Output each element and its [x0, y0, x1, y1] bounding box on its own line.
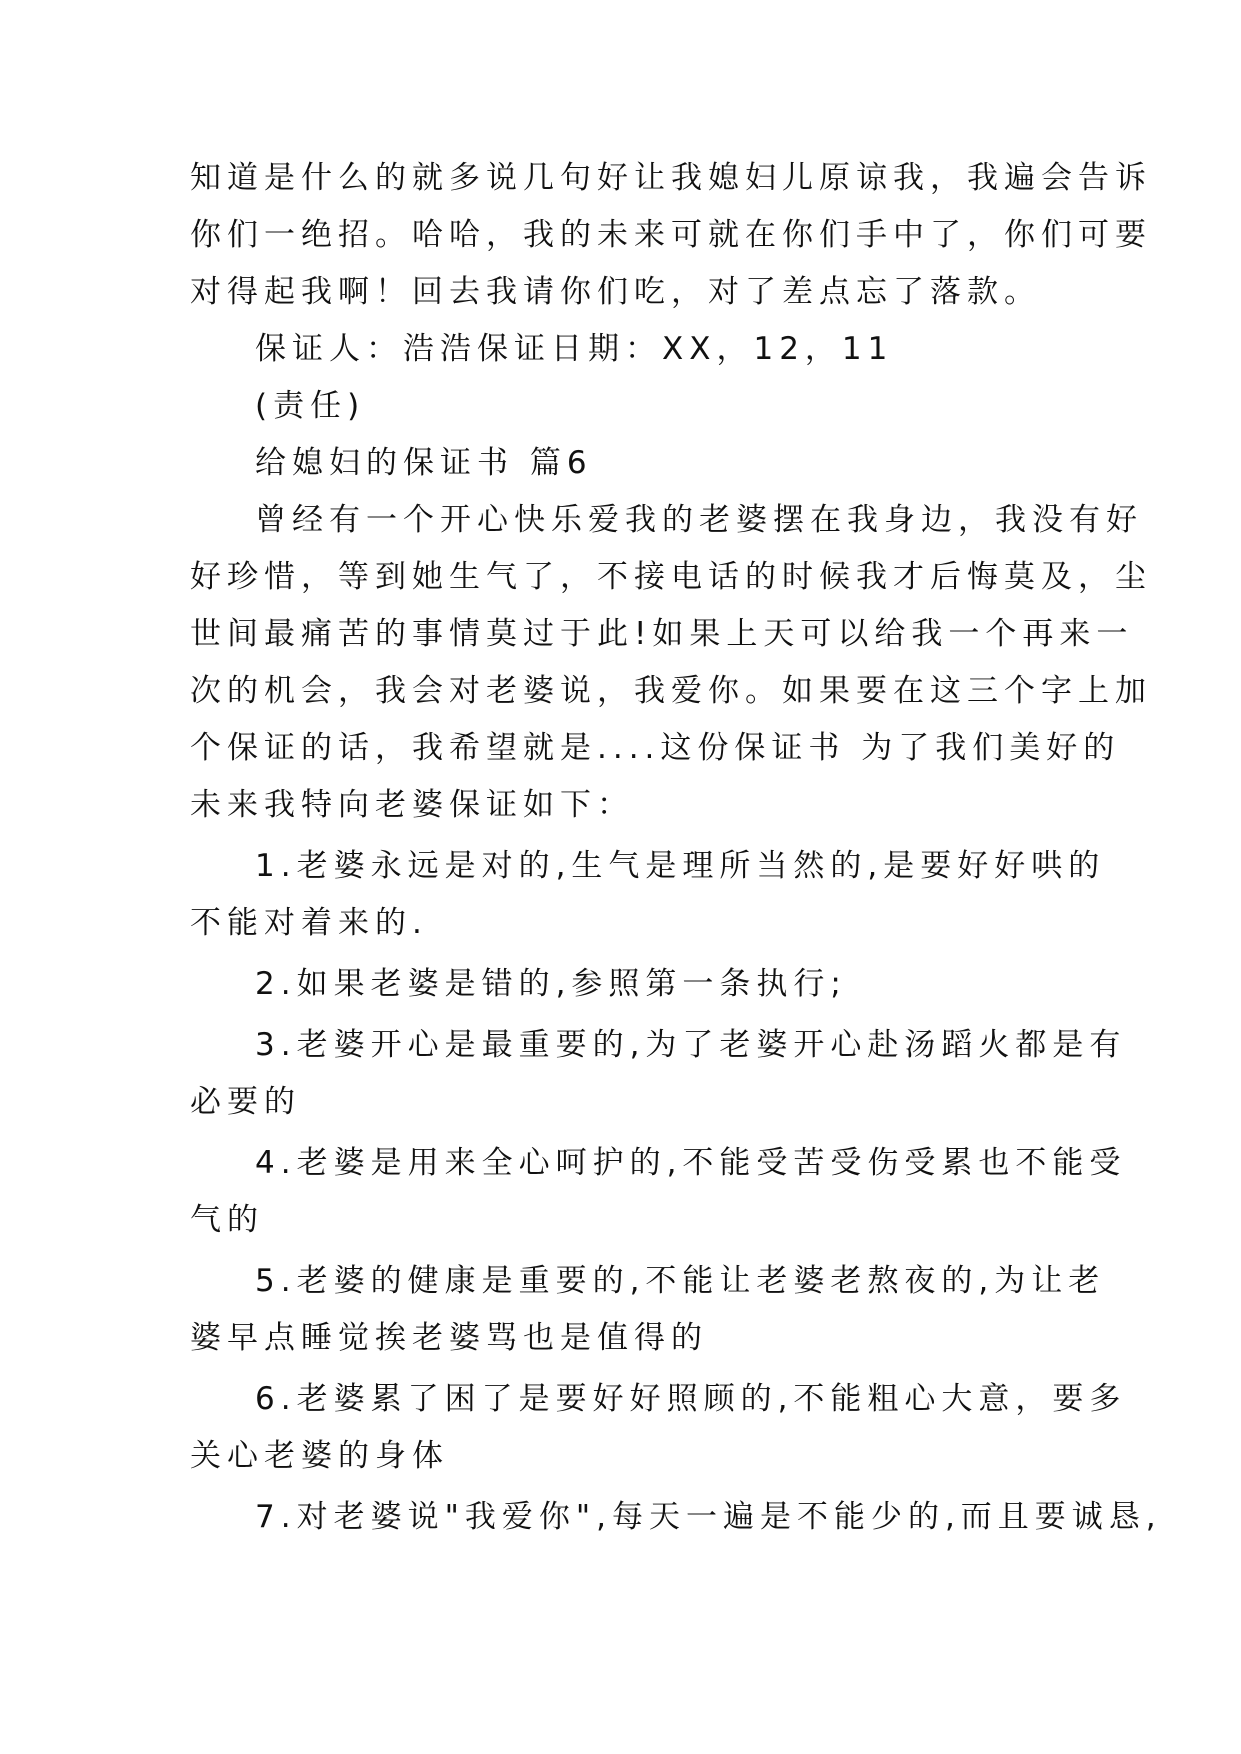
- item-3-line-2: 必要的: [190, 1084, 301, 1120]
- item-2-line-1: 2.如果老婆是错的,参照第一条执行;: [255, 966, 847, 1002]
- item-1-line-1: 1.老婆永远是对的,生气是理所当然的,是要好好哄的: [255, 848, 1106, 884]
- paragraph-line-1: 曾经有一个开心快乐爱我的老婆摆在我身边，我没有好: [255, 502, 1143, 538]
- responsibility-line: (责任): [255, 388, 366, 424]
- item-5-line-1: 5.老婆的健康是重要的,不能让老婆老熬夜的,为让老: [255, 1263, 1106, 1299]
- paragraph-line-2: 好珍惜，等到她生气了，不接电话的时候我才后悔莫及，尘: [190, 559, 1152, 595]
- paragraph-line-6: 未来我特向老婆保证如下：: [190, 787, 634, 823]
- item-4-line-1: 4.老婆是用来全心呵护的,不能受苦受伤受累也不能受: [255, 1145, 1127, 1181]
- section-title: 给媳妇的保证书 篇6: [255, 445, 593, 481]
- intro-line-2: 你们一绝招。哈哈，我的未来可就在你们手中了，你们可要: [190, 217, 1152, 253]
- intro-line-1: 知道是什么的就多说几句好让我媳妇儿原谅我，我遍会告诉: [190, 160, 1152, 196]
- document-body: [190, 150, 1162, 1546]
- paragraph-line-5: 个保证的话，我希望就是....这份保证书 为了我们美好的: [190, 730, 1121, 766]
- intro-line-3: 对得起我啊！回去我请你们吃，对了差点忘了落款。: [190, 274, 1041, 310]
- item-7-line-1: 7.对老婆说"我爱你",每天一遍是不能少的,而且要诚恳,: [255, 1499, 1162, 1535]
- item-6-line-2: 关心老婆的身体: [190, 1438, 449, 1474]
- item-6-line-1: 6.老婆累了困了是要好好照顾的,不能粗心大意，要多: [255, 1381, 1127, 1417]
- item-4-line-2: 气的: [190, 1202, 264, 1238]
- paragraph-line-4: 次的机会，我会对老婆说，我爱你。如果要在这三个字上加: [190, 673, 1152, 709]
- guarantor-line: 保证人：浩浩保证日期：XX，12，11: [255, 331, 894, 367]
- item-3-line-1: 3.老婆开心是最重要的,为了老婆开心赴汤蹈火都是有: [255, 1027, 1127, 1063]
- item-5-line-2: 婆早点睡觉挨老婆骂也是值得的: [190, 1320, 708, 1356]
- item-1-line-2: 不能对着来的.: [190, 905, 428, 941]
- paragraph-line-3: 世间最痛苦的事情莫过于此!如果上天可以给我一个再来一: [190, 616, 1134, 652]
